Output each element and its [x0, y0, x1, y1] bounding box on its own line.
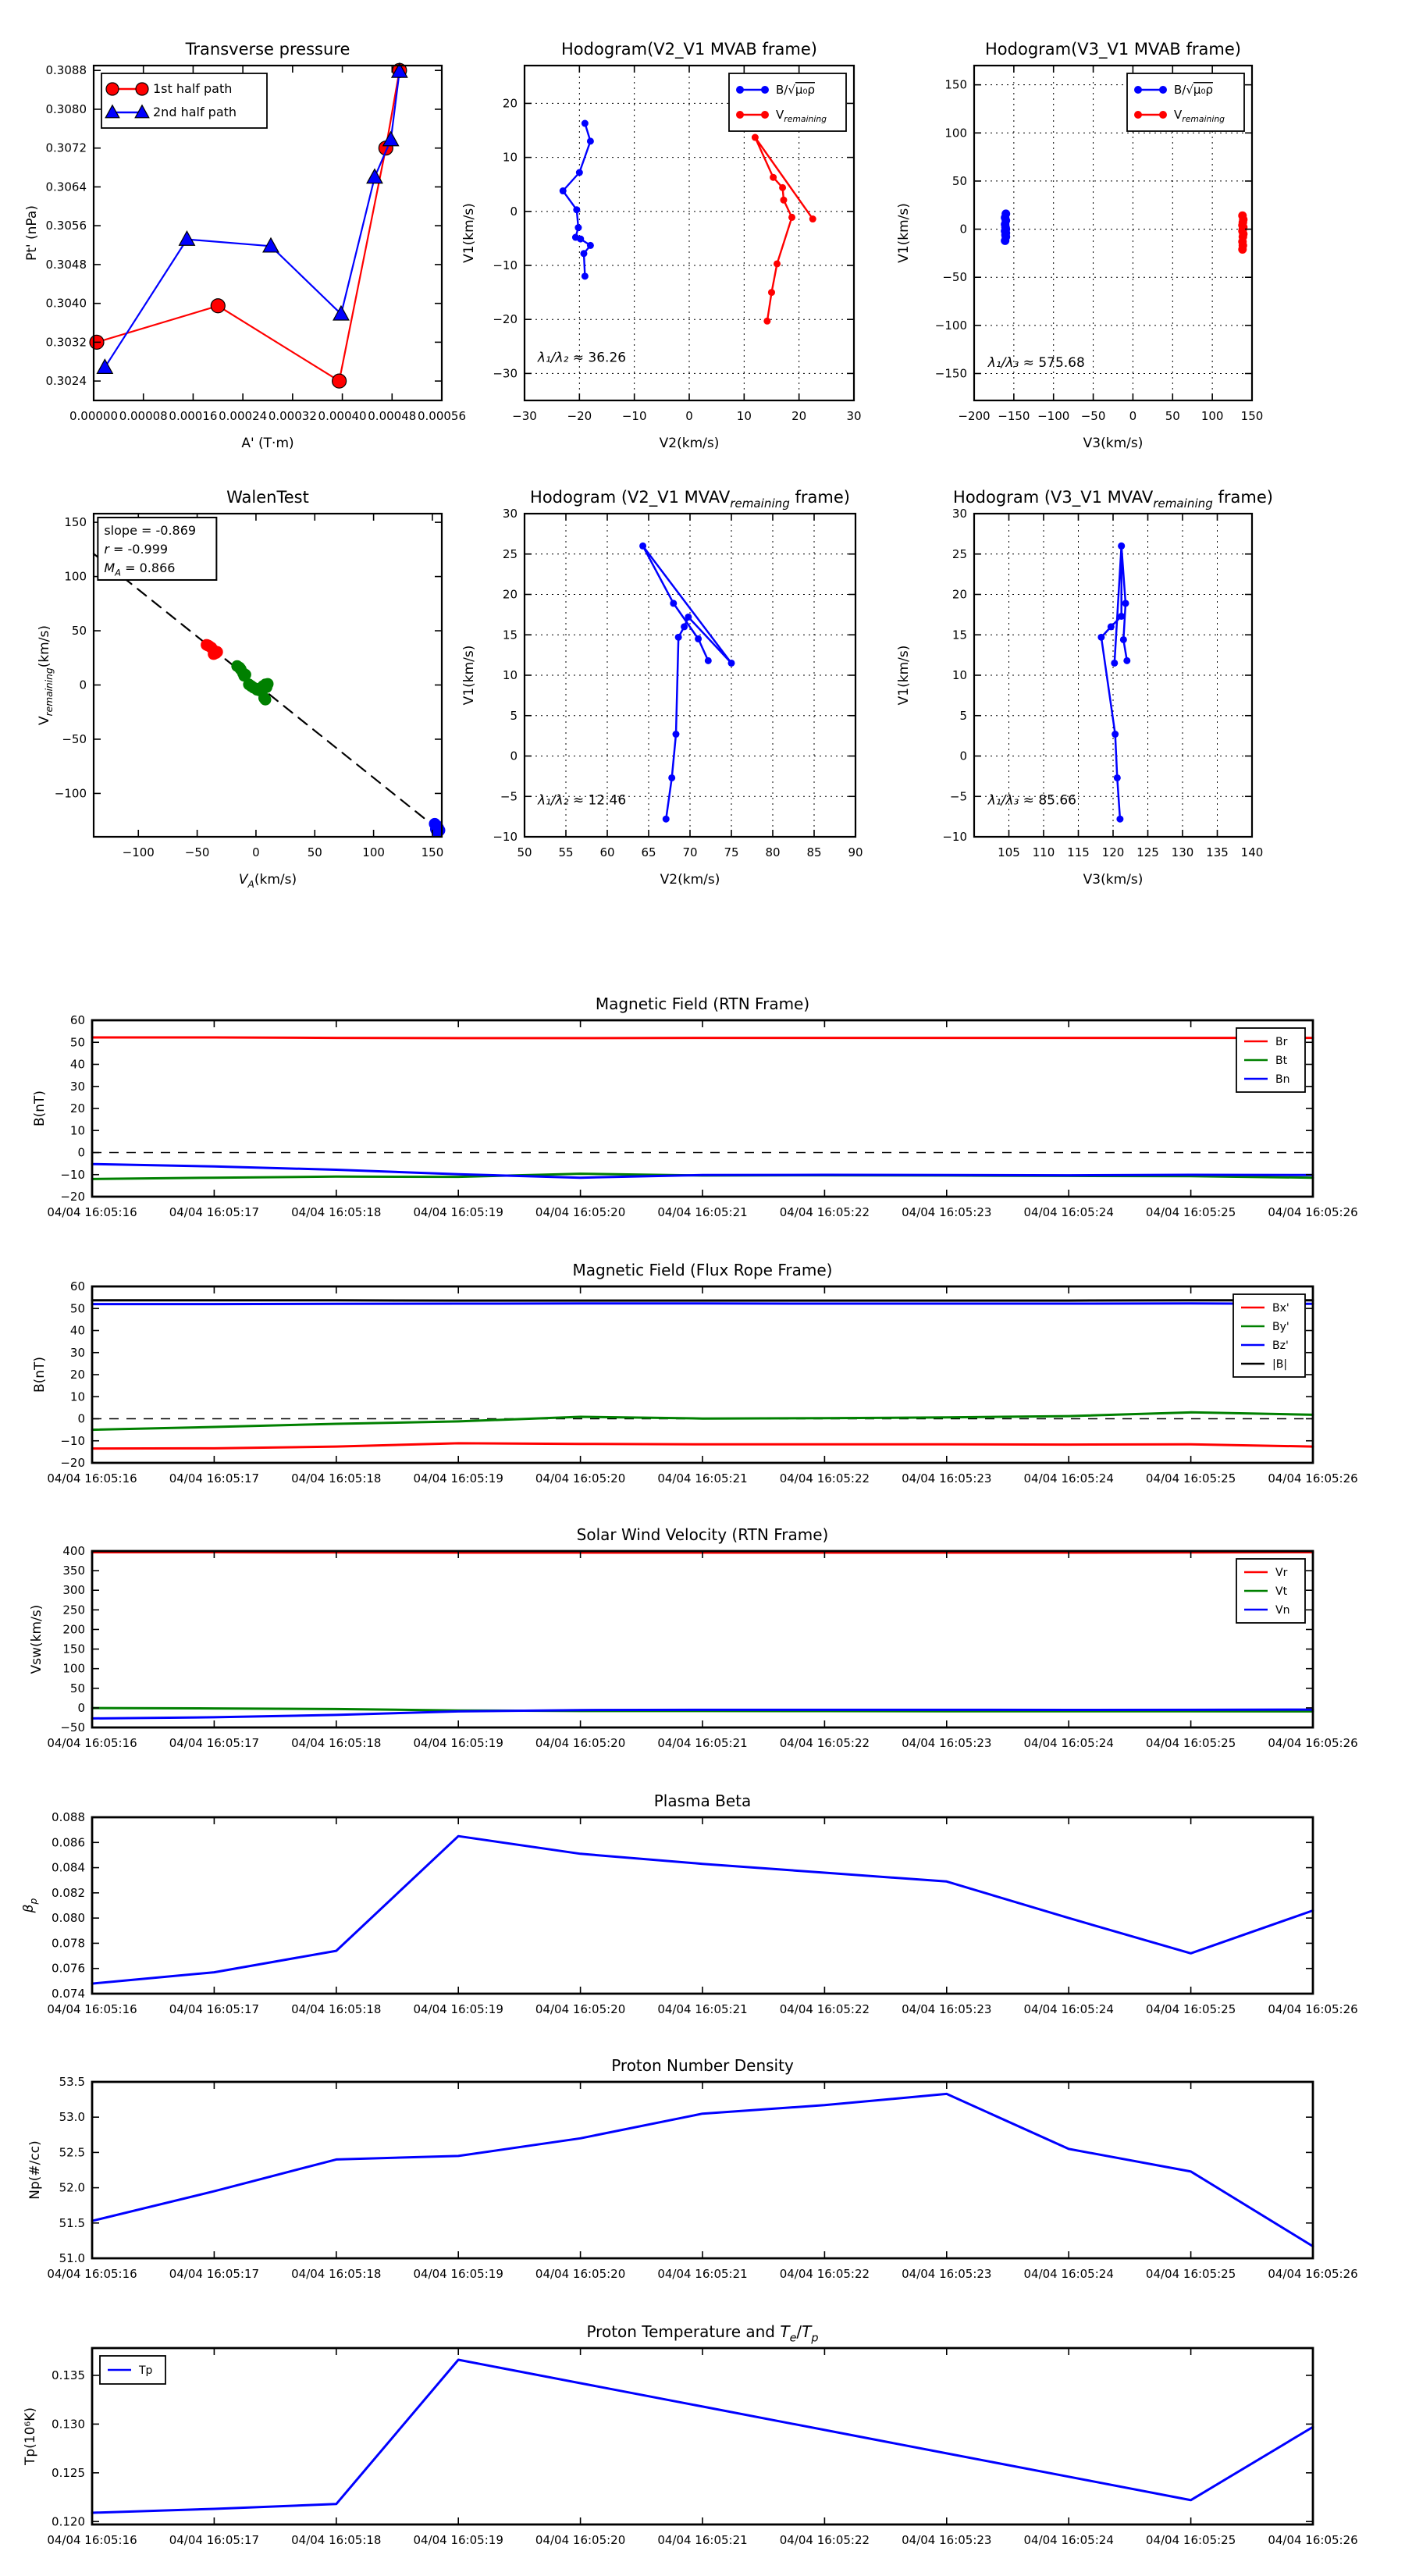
svg-text:04/04 16:05:22: 04/04 16:05:22 [779, 1205, 870, 1219]
svg-text:−10: −10 [60, 1167, 85, 1182]
svg-text:04/04 16:05:24: 04/04 16:05:24 [1023, 2267, 1114, 2281]
svg-text:−50: −50 [942, 270, 967, 285]
svg-text:Vt: Vt [1275, 1585, 1288, 1598]
svg-text:04/04 16:05:20: 04/04 16:05:20 [535, 1471, 626, 1485]
svg-text:0.00008: 0.00008 [119, 409, 168, 423]
svg-text:0: 0 [959, 749, 967, 763]
svg-text:100: 100 [944, 126, 967, 141]
svg-text:Tp(10⁶K): Tp(10⁶K) [23, 2407, 38, 2466]
svg-text:V1(km/s): V1(km/s) [461, 203, 477, 263]
chart-hodogram-v2v1-mvab [461, 40, 862, 451]
svg-text:Vremaining(km/s): $V_{remaining}(km/s)$ [37, 625, 55, 725]
svg-text:20: 20 [951, 587, 967, 602]
svg-text:04/04 16:05:20: 04/04 16:05:20 [535, 1205, 626, 1219]
svg-text:60: 60 [69, 1013, 85, 1027]
svg-text:04/04 16:05:19: 04/04 16:05:19 [413, 2533, 503, 2547]
chart-hodogram-v2v1-mvav [461, 488, 863, 888]
svg-text:0.086: 0.086 [52, 1835, 85, 1850]
svg-text:04/04 16:05:24: 04/04 16:05:24 [1023, 1471, 1114, 1485]
svg-text:70: 70 [682, 845, 698, 859]
svg-text:0.076: 0.076 [52, 1961, 85, 1976]
svg-text:−100: −100 [934, 318, 967, 333]
svg-text:65: 65 [641, 845, 656, 859]
svg-text:V3(km/s): V3(km/s) [1083, 872, 1144, 888]
svg-text:40: 40 [69, 1057, 85, 1072]
svg-text:0.088: 0.088 [52, 1810, 85, 1824]
svg-text:04/04 16:05:19: 04/04 16:05:19 [413, 2002, 503, 2016]
svg-text:V2(km/s): V2(km/s) [659, 436, 720, 451]
svg-text:−10: −10 [60, 1433, 85, 1448]
svg-text:90: 90 [848, 845, 863, 859]
svg-text:04/04 16:05:16: 04/04 16:05:16 [47, 2002, 137, 2016]
svg-text:60: 60 [69, 1279, 85, 1293]
svg-text:0.130: 0.130 [52, 2417, 85, 2432]
svg-text:−100: −100 [1037, 409, 1070, 423]
svg-text:0.3040: 0.3040 [45, 296, 87, 311]
svg-text:04/04 16:05:19: 04/04 16:05:19 [413, 2267, 503, 2281]
svg-text:20: 20 [502, 587, 518, 602]
svg-text:20: 20 [791, 409, 807, 423]
svg-text:55: 55 [558, 845, 574, 859]
svg-text:51.5: 51.5 [59, 2215, 85, 2230]
svg-text:λ₁/λ₃ ≈ 575.68: λ₁/λ₃ ≈ 575.68 [987, 355, 1085, 372]
chart-title-b-rtn: Magnetic Field (RTN Frame) [595, 994, 810, 1013]
svg-text:04/04 16:05:21: 04/04 16:05:21 [657, 2002, 748, 2016]
svg-text:V2(km/s): V2(km/s) [660, 872, 720, 888]
svg-text:B(nT): B(nT) [32, 1090, 48, 1127]
svg-text:110: 110 [1032, 845, 1055, 859]
svg-text:0.00032: 0.00032 [268, 409, 317, 423]
svg-text:50: 50 [69, 1035, 85, 1050]
svg-text:−30: −30 [512, 409, 537, 423]
svg-text:Vsw(km/s): Vsw(km/s) [29, 1604, 44, 1674]
svg-text:04/04 16:05:23: 04/04 16:05:23 [902, 1205, 992, 1219]
svg-text:30: 30 [502, 507, 518, 521]
svg-text:−150: −150 [998, 409, 1030, 423]
svg-text:100: 100 [1200, 409, 1224, 423]
legend-hodogram-v2v1-mvab [729, 73, 846, 131]
chart-title-plasma-beta: Plasma Beta [653, 1791, 752, 1810]
svg-text:0.3024: 0.3024 [45, 374, 87, 389]
svg-text:−100: −100 [122, 845, 155, 859]
svg-text:04/04 16:05:21: 04/04 16:05:21 [657, 1205, 748, 1219]
svg-text:Bn: Bn [1275, 1073, 1290, 1086]
svg-text:0.00016: 0.00016 [169, 409, 218, 423]
svg-text:04/04 16:05:22: 04/04 16:05:22 [779, 1471, 870, 1485]
svg-text:−5: −5 [500, 789, 518, 804]
svg-text:0.084: 0.084 [52, 1860, 85, 1875]
svg-text:λ₁/λ₂ ≈ 12.46: λ₁/λ₂ ≈ 12.46 [537, 792, 627, 809]
svg-text:80: 80 [765, 845, 781, 859]
svg-text:04/04 16:05:21: 04/04 16:05:21 [657, 2267, 748, 2281]
svg-text:04/04 16:05:19: 04/04 16:05:19 [413, 1205, 503, 1219]
svg-text:04/04 16:05:24: 04/04 16:05:24 [1023, 2002, 1114, 2016]
svg-text:λ₁/λ₃ ≈ 85.66: λ₁/λ₃ ≈ 85.66 [987, 792, 1077, 809]
svg-text:V1(km/s): V1(km/s) [461, 645, 477, 706]
svg-text:150: 150 [944, 77, 967, 92]
svg-text:200: 200 [62, 1622, 85, 1637]
svg-text:−20: −20 [493, 312, 518, 327]
svg-text:60: 60 [599, 845, 615, 859]
chart-hodogram-v3v1-mvav [896, 488, 1273, 888]
svg-text:50: 50 [71, 624, 87, 639]
svg-text:04/04 16:05:25: 04/04 16:05:25 [1145, 1471, 1236, 1485]
svg-text:04/04 16:05:16: 04/04 16:05:16 [47, 1205, 137, 1219]
svg-text:Pt' (nPa): Pt' (nPa) [24, 205, 40, 261]
legend-vsw-rtn [1236, 1559, 1305, 1623]
svg-text:100: 100 [64, 569, 87, 584]
svg-text:15: 15 [951, 628, 967, 642]
svg-text:04/04 16:05:17: 04/04 16:05:17 [169, 2533, 260, 2547]
svg-text:λ₁/λ₂ ≈ 36.26: λ₁/λ₂ ≈ 36.26 [537, 350, 627, 366]
svg-text:350: 350 [62, 1564, 85, 1578]
svg-text:04/04 16:05:18: 04/04 16:05:18 [291, 1205, 382, 1219]
svg-text:04/04 16:05:21: 04/04 16:05:21 [657, 1471, 748, 1485]
chart-title-transverse-pressure: Transverse pressure [185, 40, 350, 59]
chart-b-rtn [32, 994, 1358, 1219]
svg-text:10: 10 [69, 1123, 85, 1138]
svg-text:By': By' [1272, 1321, 1289, 1333]
svg-text:04/04 16:05:21: 04/04 16:05:21 [657, 2533, 748, 2547]
svg-text:V3(km/s): V3(km/s) [1083, 436, 1144, 451]
svg-text:0.00040: 0.00040 [318, 409, 367, 423]
svg-text:10: 10 [502, 668, 518, 682]
svg-text:04/04 16:05:17: 04/04 16:05:17 [169, 1205, 260, 1219]
svg-text:30: 30 [69, 1079, 85, 1094]
svg-text:B/√μ₀ρ: B/√μ₀ρ [776, 83, 815, 97]
svg-text:115: 115 [1067, 845, 1090, 859]
svg-text:Vr: Vr [1275, 1567, 1288, 1579]
svg-text:Np(#/cc): Np(#/cc) [27, 2140, 43, 2200]
svg-text:2nd half path: 2nd half path [153, 105, 237, 119]
svg-text:0: 0 [510, 749, 518, 763]
svg-text:0: 0 [510, 204, 518, 219]
svg-text:V1(km/s): V1(km/s) [896, 645, 912, 706]
svg-text:120: 120 [1101, 845, 1125, 859]
svg-text:−5: −5 [949, 789, 967, 804]
legend-b-fluxrope [1233, 1294, 1305, 1377]
svg-text:04/04 16:05:18: 04/04 16:05:18 [291, 1471, 382, 1485]
svg-text:04/04 16:05:20: 04/04 16:05:20 [535, 2002, 626, 2016]
svg-text:04/04 16:05:24: 04/04 16:05:24 [1023, 2533, 1114, 2547]
svg-text:04/04 16:05:23: 04/04 16:05:23 [902, 2002, 992, 2016]
svg-text:04/04 16:05:22: 04/04 16:05:22 [779, 2533, 870, 2547]
svg-text:r = -0.999: r = -0.999 [104, 541, 169, 557]
svg-text:04/04 16:05:25: 04/04 16:05:25 [1145, 2267, 1236, 2281]
svg-text:04/04 16:05:18: 04/04 16:05:18 [291, 1736, 382, 1750]
svg-text:04/04 16:05:23: 04/04 16:05:23 [902, 1471, 992, 1485]
svg-text:50: 50 [69, 1681, 85, 1695]
chart-title-proton-density: Proton Number Density [611, 2056, 794, 2075]
svg-text:20: 20 [69, 1368, 85, 1382]
svg-text:−10: −10 [493, 830, 518, 844]
svg-text:04/04 16:05:18: 04/04 16:05:18 [291, 2267, 382, 2281]
svg-text:0.3080: 0.3080 [45, 101, 87, 116]
svg-text:04/04 16:05:16: 04/04 16:05:16 [47, 2533, 137, 2547]
svg-text:0.078: 0.078 [52, 1936, 85, 1951]
svg-text:53.0: 53.0 [59, 2110, 85, 2125]
chart-b-fluxrope [32, 1261, 1358, 1485]
svg-text:04/04 16:05:22: 04/04 16:05:22 [779, 1736, 870, 1750]
svg-text:51.0: 51.0 [59, 2251, 85, 2265]
svg-text:0: 0 [685, 409, 693, 423]
svg-text:−20: −20 [567, 409, 592, 423]
svg-text:50: 50 [307, 845, 322, 859]
svg-text:52.0: 52.0 [59, 2180, 85, 2195]
svg-text:40: 40 [69, 1323, 85, 1338]
svg-text:0.120: 0.120 [52, 2514, 85, 2529]
svg-text:20: 20 [502, 96, 518, 111]
svg-text:V1(km/s): V1(km/s) [896, 203, 912, 263]
svg-text:25: 25 [502, 546, 518, 561]
chart-proton-density [27, 2056, 1358, 2281]
svg-text:04/04 16:05:17: 04/04 16:05:17 [169, 2267, 260, 2281]
svg-text:50: 50 [1165, 409, 1180, 423]
svg-text:0.135: 0.135 [52, 2368, 85, 2382]
svg-text:B/√μ₀ρ: B/√μ₀ρ [1174, 83, 1213, 97]
svg-text:130: 130 [1171, 845, 1194, 859]
svg-text:04/04 16:05:22: 04/04 16:05:22 [779, 2267, 870, 2281]
svg-text:0.3072: 0.3072 [45, 141, 87, 155]
svg-text:0.00000: 0.00000 [69, 409, 119, 423]
svg-text:150: 150 [64, 515, 87, 530]
chart-walen-test [37, 488, 445, 890]
svg-text:10: 10 [502, 150, 518, 165]
svg-text:B(nT): B(nT) [32, 1356, 48, 1393]
svg-text:85: 85 [806, 845, 822, 859]
svg-text:150: 150 [421, 845, 444, 859]
svg-text:20: 20 [69, 1101, 85, 1115]
svg-text:−10: −10 [942, 830, 967, 844]
svg-text:βp: $\beta_p$ [21, 1898, 39, 1913]
svg-text:04/04 16:05:19: 04/04 16:05:19 [413, 1471, 503, 1485]
svg-text:−50: −50 [60, 1720, 85, 1735]
svg-text:04/04 16:05:18: 04/04 16:05:18 [291, 2002, 382, 2016]
chart-title-hodogram-v3v1-mvab: Hodogram(V3_V1 MVAB frame) [985, 40, 1241, 59]
svg-text:400: 400 [62, 1544, 85, 1558]
svg-text:135: 135 [1206, 845, 1229, 859]
svg-text:0.074: 0.074 [52, 1987, 85, 2001]
svg-text:04/04 16:05:17: 04/04 16:05:17 [169, 2002, 260, 2016]
chart-hodogram-v3v1-mvab [896, 40, 1263, 451]
svg-text:04/04 16:05:24: 04/04 16:05:24 [1023, 1736, 1114, 1750]
svg-text:|B|: |B| [1272, 1358, 1288, 1371]
svg-text:A' (T·m): A' (T·m) [241, 436, 294, 451]
svg-text:04/04 16:05:22: 04/04 16:05:22 [779, 2002, 870, 2016]
svg-text:0.125: 0.125 [52, 2465, 85, 2480]
svg-text:0: 0 [77, 1700, 85, 1715]
svg-text:5: 5 [959, 708, 967, 723]
svg-text:04/04 16:05:25: 04/04 16:05:25 [1145, 1736, 1236, 1750]
legend-transverse-pressure [101, 73, 267, 128]
svg-text:Tp: Tp [139, 2364, 153, 2377]
svg-text:Vremaining: $V_{remaining}$ [1174, 108, 1225, 125]
svg-text:52.5: 52.5 [59, 2145, 85, 2160]
legend-proton-temperature [100, 2356, 165, 2384]
svg-text:0.3048: 0.3048 [45, 257, 87, 272]
svg-text:VA(km/s): $V_A(km/s)$ [238, 872, 297, 890]
svg-text:−20: −20 [60, 1190, 85, 1204]
svg-text:0.00056: 0.00056 [417, 409, 467, 423]
svg-text:75: 75 [724, 845, 739, 859]
svg-text:04/04 16:05:26: 04/04 16:05:26 [1268, 2002, 1358, 2016]
svg-text:04/04 16:05:21: 04/04 16:05:21 [657, 1736, 748, 1750]
svg-text:Bx': Bx' [1272, 1302, 1289, 1315]
svg-text:10: 10 [951, 668, 967, 682]
svg-text:Vn: Vn [1275, 1604, 1290, 1617]
svg-text:−150: −150 [934, 366, 967, 381]
svg-text:30: 30 [846, 409, 862, 423]
svg-text:140: 140 [1240, 845, 1264, 859]
chart-vsw-rtn [29, 1525, 1358, 1750]
svg-text:0.00048: 0.00048 [368, 409, 417, 423]
chart-title-hodogram-v2v1-mvav: Hodogram (V2_V1 $MVAV_{remaining}$ frame) [530, 488, 850, 511]
svg-text:150: 150 [62, 1642, 85, 1656]
svg-text:0.3032: 0.3032 [45, 335, 87, 350]
svg-text:04/04 16:05:26: 04/04 16:05:26 [1268, 1471, 1358, 1485]
svg-text:04/04 16:05:16: 04/04 16:05:16 [47, 1736, 137, 1750]
svg-text:0.082: 0.082 [52, 1885, 85, 1900]
svg-text:04/04 16:05:24: 04/04 16:05:24 [1023, 1205, 1114, 1219]
svg-text:04/04 16:05:19: 04/04 16:05:19 [413, 1736, 503, 1750]
svg-text:04/04 16:05:23: 04/04 16:05:23 [902, 1736, 992, 1750]
svg-text:0.3056: 0.3056 [45, 219, 87, 233]
svg-text:04/04 16:05:25: 04/04 16:05:25 [1145, 1205, 1236, 1219]
svg-text:04/04 16:05:20: 04/04 16:05:20 [535, 2533, 626, 2547]
legend-b-rtn [1236, 1028, 1305, 1092]
svg-text:04/04 16:05:18: 04/04 16:05:18 [291, 2533, 382, 2547]
svg-text:04/04 16:05:20: 04/04 16:05:20 [535, 2267, 626, 2281]
svg-text:300: 300 [62, 1583, 85, 1598]
svg-text:0: 0 [1129, 409, 1137, 423]
svg-text:10: 10 [69, 1389, 85, 1404]
chart-title-hodogram-v3v1-mvav: Hodogram (V3_V1 $MVAV_{remaining}$ frame) [953, 488, 1273, 511]
chart-title-hodogram-v2v1-mvab: Hodogram(V2_V1 MVAB frame) [561, 40, 817, 59]
svg-text:105: 105 [998, 845, 1020, 859]
svg-text:−100: −100 [54, 786, 87, 801]
svg-text:30: 30 [69, 1345, 85, 1360]
svg-text:30: 30 [951, 507, 967, 521]
svg-text:04/04 16:05:20: 04/04 16:05:20 [535, 1736, 626, 1750]
svg-text:0: 0 [77, 1145, 85, 1160]
svg-text:53.5: 53.5 [59, 2075, 85, 2089]
svg-text:0: 0 [79, 678, 87, 692]
svg-text:Bt: Bt [1275, 1055, 1288, 1067]
svg-text:125: 125 [1136, 845, 1159, 859]
svg-text:−50: −50 [1080, 409, 1106, 423]
chart-title-b-fluxrope: Magnetic Field (Flux Rope Frame) [572, 1261, 833, 1279]
chart-title-proton-temperature: Proton Temperature and $T_e/T_p$ [586, 2322, 819, 2345]
svg-text:04/04 16:05:17: 04/04 16:05:17 [169, 1471, 260, 1485]
svg-text:−10: −10 [493, 258, 518, 273]
svg-text:0.3064: 0.3064 [45, 180, 87, 194]
chart-proton-temperature [23, 2322, 1358, 2547]
svg-text:04/04 16:05:17: 04/04 16:05:17 [169, 1736, 260, 1750]
svg-text:50: 50 [517, 845, 532, 859]
svg-text:15: 15 [502, 628, 518, 642]
svg-text:0.080: 0.080 [52, 1911, 85, 1926]
svg-text:0.00024: 0.00024 [219, 409, 268, 423]
svg-text:04/04 16:05:25: 04/04 16:05:25 [1145, 2533, 1236, 2547]
svg-text:50: 50 [69, 1301, 85, 1316]
svg-text:04/04 16:05:26: 04/04 16:05:26 [1268, 2533, 1358, 2547]
chart-plasma-beta [21, 1791, 1358, 2016]
svg-text:0: 0 [252, 845, 260, 859]
chart-title-walen-test: WalenTest [226, 488, 309, 507]
chart-title-vsw-rtn: Solar Wind Velocity (RTN Frame) [576, 1525, 829, 1544]
svg-text:−50: −50 [184, 845, 210, 859]
svg-text:04/04 16:05:26: 04/04 16:05:26 [1268, 2267, 1358, 2281]
svg-text:150: 150 [1240, 409, 1264, 423]
svg-text:MA = 0.866: $M_A = 0.866$ [104, 560, 176, 578]
svg-text:25: 25 [951, 546, 967, 561]
svg-text:10: 10 [736, 409, 752, 423]
svg-text:−200: −200 [958, 409, 991, 423]
svg-text:1st half path: 1st half path [153, 81, 233, 96]
legend-hodogram-v3v1-mvab [1127, 73, 1244, 131]
svg-text:100: 100 [62, 1661, 85, 1676]
svg-text:250: 250 [62, 1603, 85, 1617]
svg-text:5: 5 [510, 708, 518, 723]
svg-text:04/04 16:05:25: 04/04 16:05:25 [1145, 2002, 1236, 2016]
svg-text:Bz': Bz' [1272, 1340, 1289, 1352]
svg-text:04/04 16:05:26: 04/04 16:05:26 [1268, 1736, 1358, 1750]
svg-text:04/04 16:05:16: 04/04 16:05:16 [47, 1471, 137, 1485]
svg-text:−50: −50 [62, 731, 87, 746]
svg-text:−10: −10 [621, 409, 647, 423]
svg-text:−20: −20 [60, 1456, 85, 1470]
svg-text:Br: Br [1275, 1036, 1288, 1048]
svg-text:50: 50 [951, 173, 967, 188]
chart-transverse-pressure [24, 40, 466, 451]
svg-text:0.3088: 0.3088 [45, 63, 87, 78]
svg-text:−30: −30 [493, 366, 518, 381]
svg-text:04/04 16:05:23: 04/04 16:05:23 [902, 2267, 992, 2281]
svg-text:100: 100 [362, 845, 385, 859]
svg-text:0: 0 [77, 1411, 85, 1426]
svg-text:Vremaining: $V_{remaining}$ [776, 108, 827, 125]
svg-text:04/04 16:05:16: 04/04 16:05:16 [47, 2267, 137, 2281]
svg-text:0: 0 [959, 222, 967, 237]
svg-text:04/04 16:05:23: 04/04 16:05:23 [902, 2533, 992, 2547]
svg-text:slope = -0.869: slope = -0.869 [104, 522, 197, 538]
svg-text:04/04 16:05:26: 04/04 16:05:26 [1268, 1205, 1358, 1219]
